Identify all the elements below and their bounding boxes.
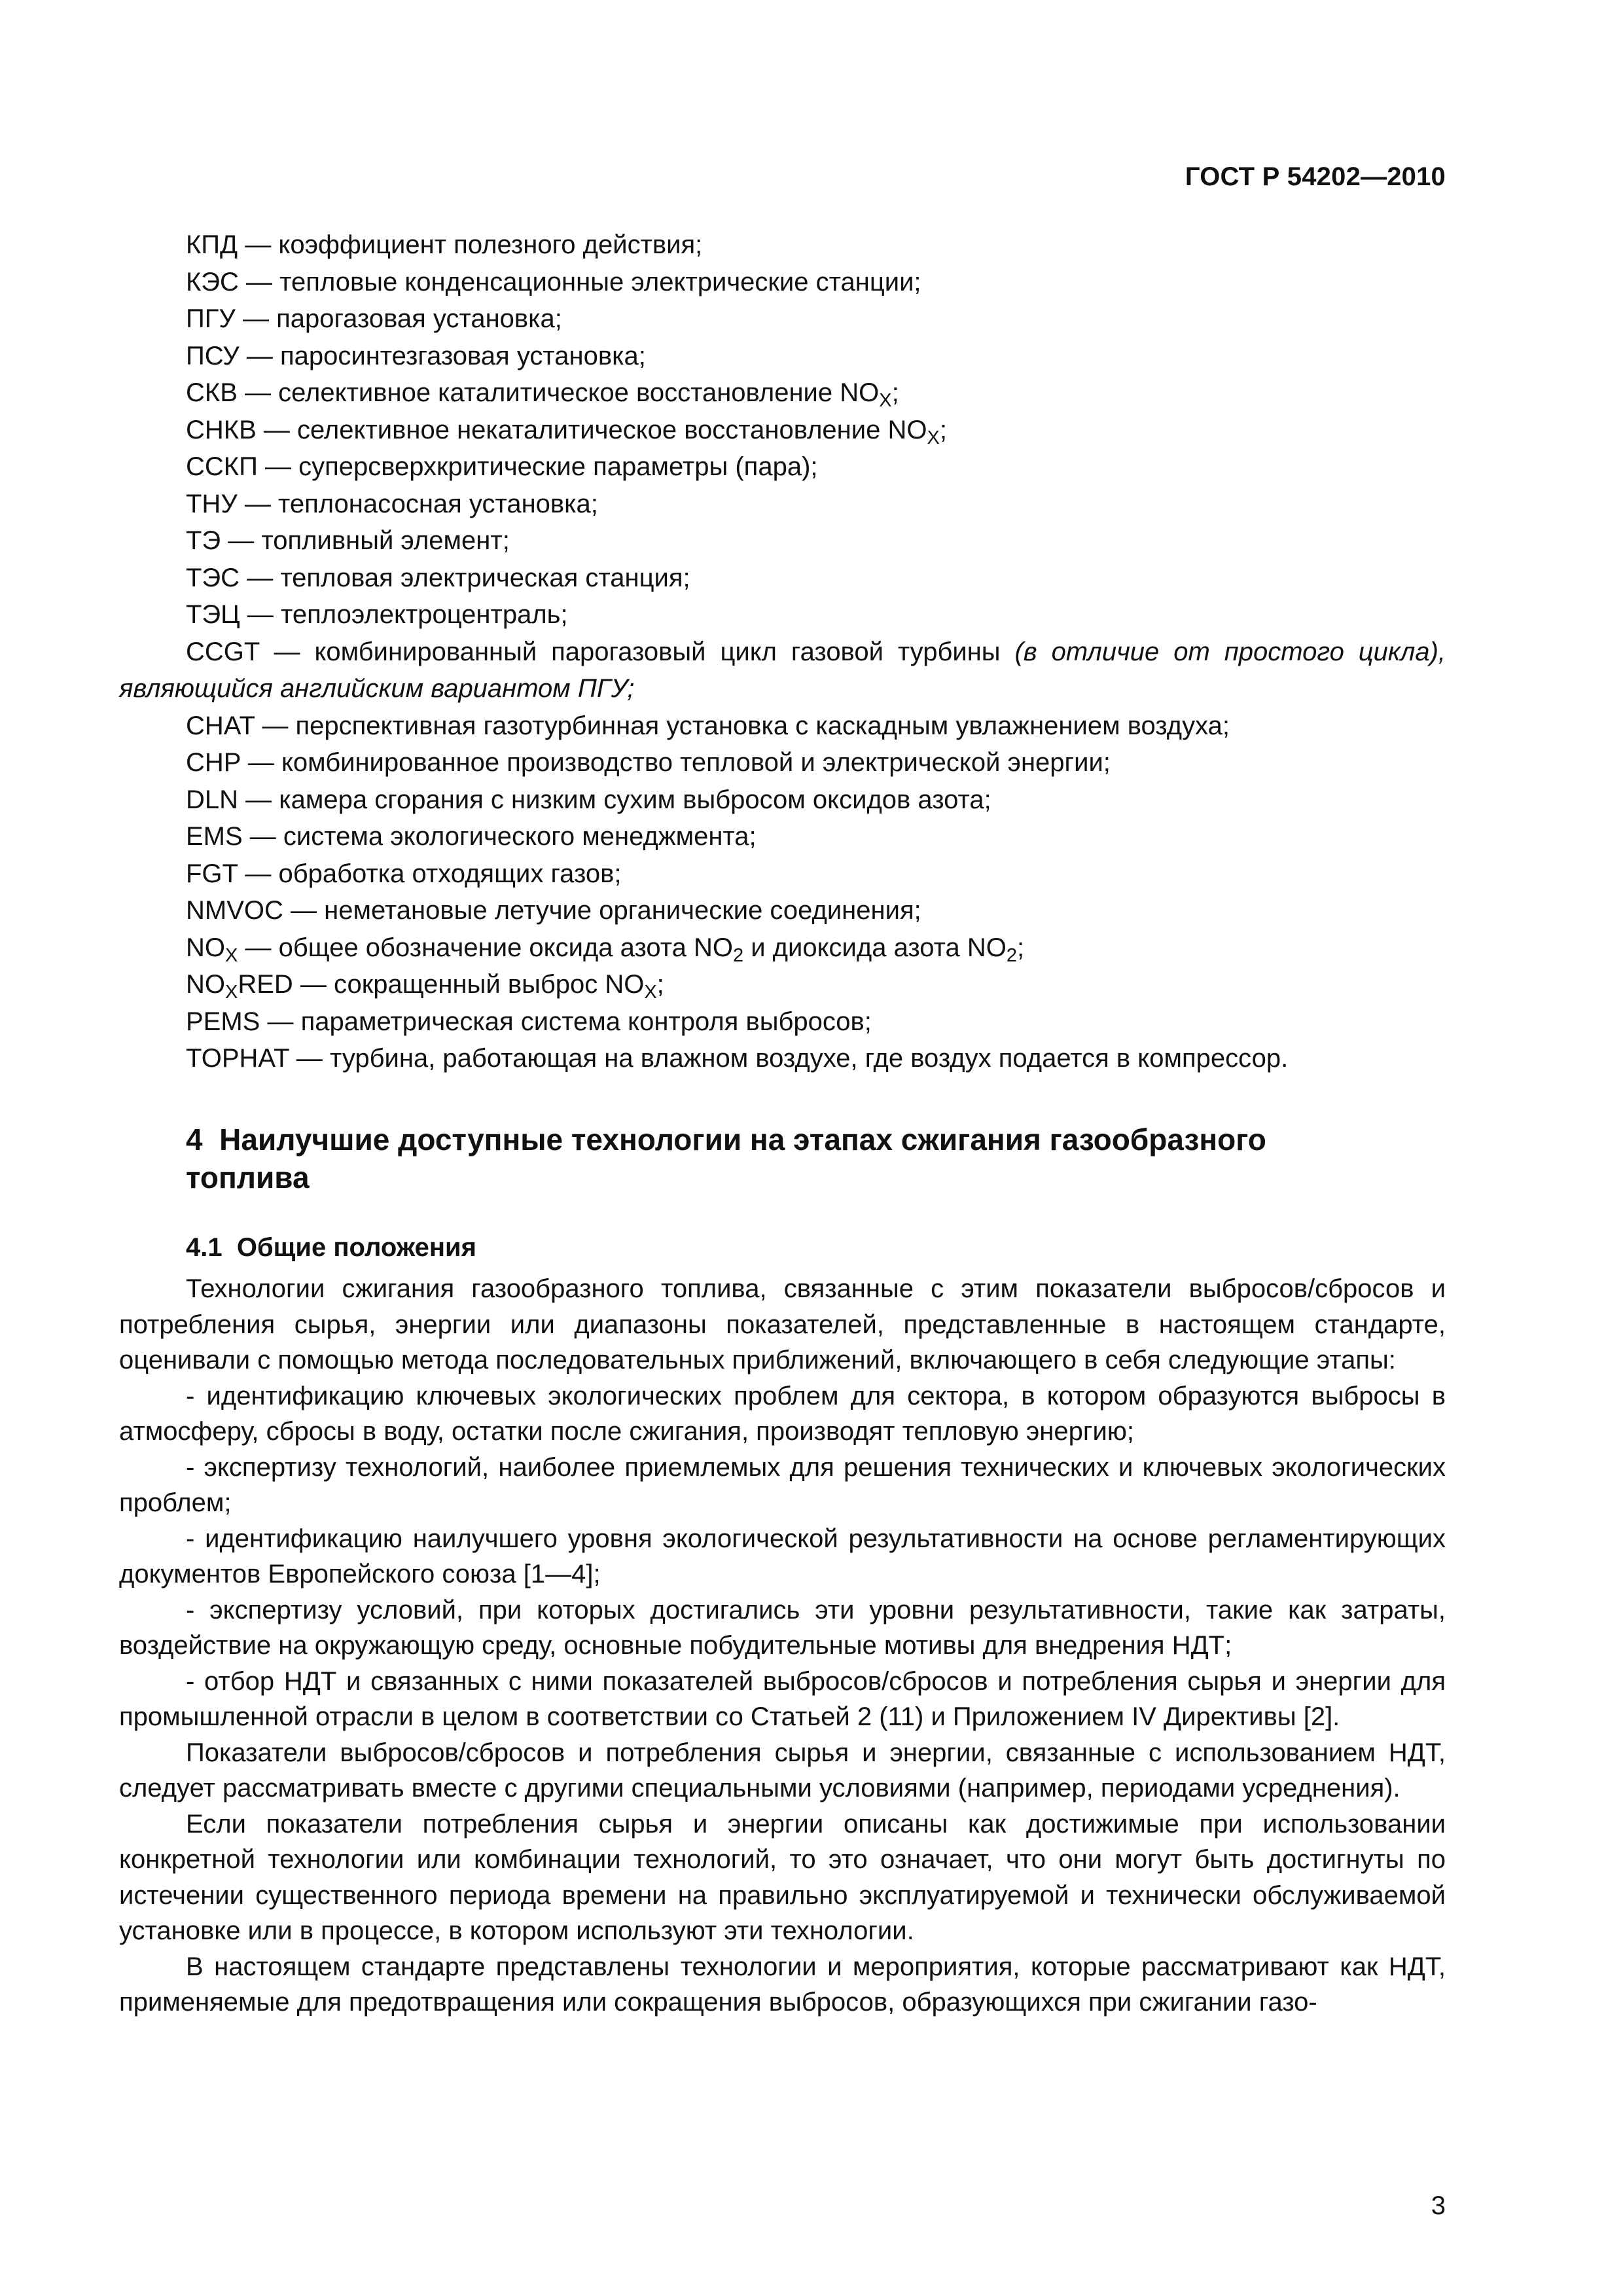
abbrev-term: ТЭС (186, 563, 240, 592)
abbrev-definition: перспективная газотурбинная установка с каскадным увлажнением воздуха; (295, 711, 1230, 740)
abbrev-term: ТЭ (186, 526, 221, 555)
abbrev-term: TOPHAT (186, 1044, 289, 1073)
abbrev-term: КПД (186, 230, 238, 259)
section-number: 4 (186, 1122, 203, 1157)
abbrev-definition: суперсверхкритические параметры (пара); (298, 452, 818, 481)
abbrev-term: DLN (186, 785, 239, 814)
abbrev-definition: параметрическая система контроля выбросов; (300, 1007, 872, 1036)
abbrev-term: ПСУ (186, 341, 240, 370)
paragraph: В настоящем стандарте представлены технологии и мероприятия, которые рассматривают как НДТ, применяемые для предотвращения или сокращения выбросов, образующихся при сжигании газо- (119, 1952, 1446, 2017)
subscript: 2 (1006, 944, 1018, 966)
abbrev-term: СКВ (186, 378, 238, 407)
subscript: X (225, 982, 238, 1003)
abbrev-definition: камера сгорания с низким сухим выбросом оксидов азота; (279, 785, 991, 814)
abbrev-item: ПГУ — парогазовая установка; (186, 304, 562, 333)
abbrev-definition: паросинтезгазовая установка; (279, 341, 646, 370)
abbrev-definition: сокращенный выброс NO (334, 970, 645, 999)
abbreviations-list (119, 226, 1446, 1077)
subscript: X (225, 944, 238, 966)
subscript: X (927, 427, 940, 448)
abbrev-definition: теплоэлектроцентраль; (281, 600, 568, 629)
abbrev-definition: селективное каталитическое восстановление NO (278, 378, 880, 407)
abbrev-definition: комбинированный парогазовый цикл газовой турбины (314, 637, 1015, 666)
subscript: X (879, 390, 892, 411)
abbrev-term: NO (186, 970, 225, 999)
abbrev-term: PEMS (186, 1007, 260, 1036)
abbrev-definition: комбинированное производство тепловой и электрической энергии; (281, 748, 1111, 777)
abbrev-item: ТЭ — топливный элемент; (186, 526, 510, 555)
abbrev-term: ТНУ (186, 489, 238, 518)
subsection-number: 4.1 (186, 1233, 223, 1262)
page-number: 3 (1431, 2191, 1446, 2220)
list-item: - идентификацию наилучшего уровня экологической результативности на основе регламентирующих документов Европейского союза [1—4]; (119, 1524, 1446, 1588)
list-item: - отбор НДТ и связанных с ними показателей выбросов/сбросов и потребления сырья и энергии для промышленной отрасли в целом в соответствии со Статьей 2 (11) и Приложением IV Директивы [2]. (119, 1666, 1446, 1731)
abbrev-item: CHP — комбинированное производство тепловой и электрической энергии; (186, 748, 1111, 777)
abbrev-item: КПД — коэффициент полезного действия; (186, 230, 703, 259)
subsection-heading (186, 1233, 476, 1263)
abbrev-item: NMVOC — неметановые летучие органические соединения; (186, 896, 921, 925)
subscript: X (644, 982, 657, 1003)
abbrev-definition: обработка отходящих газов; (278, 859, 622, 888)
standard-number-header: ГОСТ Р 54202—2010 (1185, 162, 1446, 191)
abbrev-term: RED (238, 970, 293, 999)
abbrev-item: ТЭС — тепловая электрическая станция; (186, 563, 690, 592)
abbrev-definition: система экологического менеджмента; (283, 822, 757, 851)
abbrev-item: DLN — камера сгорания с низким сухим выбросом оксидов азота; (186, 785, 991, 814)
abbrev-term: СНКВ (186, 415, 257, 444)
abbrev-item: ТЭЦ — теплоэлектроцентраль; (186, 600, 568, 629)
abbrev-definition: неметановые летучие органические соединения; (324, 896, 921, 925)
abbrev-definition: тепловая электрическая станция; (280, 563, 690, 592)
abbrev-item: FGT — обработка отходящих газов; (186, 859, 622, 888)
abbrev-item-ccgt: CCGT — комбинированный парогазовый цикл газовой турбины (в отличие от простого цикла), являющийся английским вариантом ПГУ; (119, 637, 1446, 703)
list-item: - экспертизу условий, при которых достигались эти уровни результативности, такие как затраты, воздействие на окружающую среду, основные побудительные мотивы для внедрения НДТ; (119, 1595, 1446, 1660)
paragraph: Технологии сжигания газообразного топлива, связанные с этим показатели выбросов/сбросов и потребления сырья, энергии или диапазоны показателей, представленные в настоящем стандарте, оценивали с помощью метода последовательных приближений, включающего в себя следующие этапы: (119, 1274, 1446, 1374)
subsection-title: Общие положения (236, 1233, 476, 1262)
abbrev-item: СКВ — селективное каталитическое восстановление $NO_X$; (186, 378, 899, 411)
subscript: 2 (732, 944, 744, 966)
abbrev-item: TOPHAT — турбина, работающая на влажном воздухе, где воздух подается в компрессор. (186, 1044, 1289, 1073)
list-item: - идентификацию ключевых экологических проблем для сектора, в котором образуются выбросы в атмосферу, сбросы в воду, остатки после сжигания, производят тепловую энергию; (119, 1381, 1446, 1446)
section-heading (186, 1121, 1298, 1196)
abbrev-item: EMS — система экологического менеджмента; (186, 822, 757, 851)
abbrev-item: ПСУ — паросинтезгазовая установка; (186, 341, 646, 370)
abbrev-item: СНКВ — селективное некаталитическое восстановление $NO_X$; (186, 415, 947, 448)
abbrev-term: FGT (186, 859, 238, 888)
abbrev-term: NO (186, 933, 225, 962)
abbrev-definition: парогазовая установка; (276, 304, 562, 333)
abbrev-term: ССКП (186, 452, 258, 481)
abbrev-term: CCGT (186, 637, 260, 666)
list-item: - экспертизу технологий, наиболее приемлемых для решения технических и ключевых экологических проблем; (119, 1452, 1446, 1517)
abbrev-term: ПГУ (186, 304, 236, 333)
abbrev-term: CHP (186, 748, 241, 777)
abbrev-item-noxred: $NO_XRED$ — сокращенный выброс $NO_X$; (186, 970, 664, 1003)
abbrev-term: КЭС (186, 267, 239, 296)
section-title: Наилучшие доступные технологии на этапах сжигания газообразного топлива (186, 1122, 1266, 1194)
body-text (119, 1271, 1446, 2020)
abbrev-definition: селективное некаталитическое восстановление NO (297, 415, 927, 444)
abbrev-item: КЭС — тепловые конденсационные электрические станции; (186, 267, 921, 296)
abbrev-definition: турбина, работающая на влажном воздухе, где воздух подается в компрессор. (330, 1044, 1289, 1073)
abbrev-item: ТНУ — теплонасосная установка; (186, 489, 598, 518)
abbrev-term: NMVOC (186, 896, 283, 925)
paragraph: Если показатели потребления сырья и энергии описаны как достижимые при использовании конкретной технологии или комбинации технологий, то это означает, что они могут быть достигнуты по истечении существенного периода времени на правильно эксплуатируемой и технически обслуживаемой установке или в процессе, в котором используют эти технологии. (119, 1809, 1446, 1945)
abbrev-definition: тепловые конденсационные электрические станции; (279, 267, 921, 296)
abbrev-term: CHAT (186, 711, 255, 740)
abbrev-definition: коэффициент полезного действия; (278, 230, 703, 259)
abbrev-definition: теплонасосная установка; (277, 489, 598, 518)
abbrev-item: ССКП — суперсверхкритические параметры (пара); (186, 452, 818, 481)
abbrev-item: PEMS — параметрическая система контроля выбросов; (186, 1007, 872, 1036)
abbrev-definition: топливный элемент; (261, 526, 510, 555)
abbrev-definition-italic: (в отличие от простого цикла), являющийся английским вариантом ПГУ; (119, 637, 1446, 703)
abbrev-item-nox: $NO_X$ — общее обозначение оксида азота $NO_2$ и диоксида азота $NO_2$; (186, 933, 1025, 966)
abbrev-item: CHAT — перспективная газотурбинная установка с каскадным увлажнением воздуха; (186, 711, 1230, 740)
paragraph: Показатели выбросов/сбросов и потребления сырья и энергии, связанные с использованием НДТ, следует рассматривать вместе с другими специальными условиями (например, периодами усреднения). (119, 1738, 1446, 1803)
abbrev-term: EMS (186, 822, 243, 851)
abbrev-definition: общее обозначение оксида азота NO (278, 933, 733, 962)
abbrev-definition: и диоксида азота NO (743, 933, 1007, 962)
abbrev-term: ТЭЦ (186, 600, 240, 629)
